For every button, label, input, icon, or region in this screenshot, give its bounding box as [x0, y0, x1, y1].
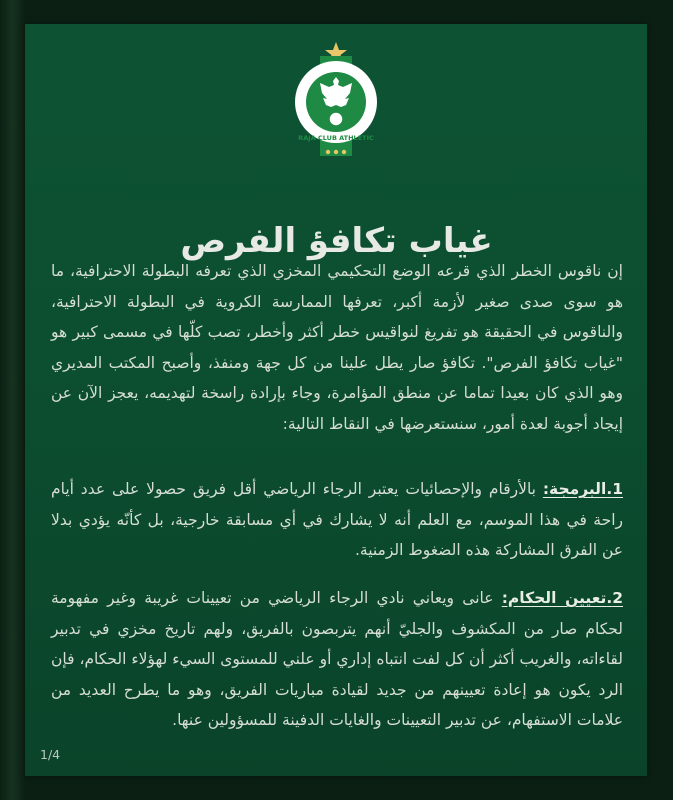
intro-paragraph: إن ناقوس الخطر الذي قرعه الوضع التحكيمي المخزي الذي تعرفه البطولة الاحترافية، ما هو سوى صدى صغير لأزمة أكبر، تعرفها الممارسة الكروية في البطولة الاحترافية، والناقوس في الحقيقة هو تفريغ لنواقيس خطر أكثر وأخطر، تصب كلّها في مسمى كبير هو "غياب تكافؤ الفرص". تكافؤ صار يطل علينا من كل جهة ومنفذ، وأصبح المكتب المديري وهو الذي كان بعيدا تماما عن منطق المؤامرة، وجاء بإرادة راسخة لتهديمه، يعجز الآن عن إيجاد أجوبة لعدة أمور، سنستعرضها في النقاط التالية: [51, 262, 623, 433]
point-heading-text: تعيين الحكام: [501, 589, 607, 607]
point-body: بالأرقام والإحصائيات يعتبر الرجاء الرياضي أقل فريق حصولا على عدد أيام راحة في هذا الموسم، مع العلم أنه لا يشارك في أي مسابقة خارجية، بل كأنّه يؤدي بدلا عن الفرق المشاركة هذه الضغوط الزمنية. [51, 480, 623, 559]
page-title: غياب تكافؤ الفرص [180, 220, 493, 261]
point-heading-text: البرمجة: [542, 480, 607, 498]
point-heading [502, 589, 623, 607]
point-scheduling [51, 474, 623, 566]
raja-club-logo [293, 42, 379, 160]
logo-latin-text: RAJA CLUB ATHLETIC [298, 134, 374, 142]
point-number: 2. [606, 589, 624, 607]
point-referees [51, 583, 623, 736]
logo-stars [326, 150, 346, 154]
point-heading [543, 480, 623, 498]
football-icon [329, 112, 343, 126]
page-indicator: 1/4 [40, 747, 61, 762]
point-body: عانى ويعاني نادي الرجاء الرياضي من تعيينات غريبة وغير مفهومة لحكام صار من المكشوف والجليّ أنهم يتربصون بالفريق، ولهم تاريخ مخزي في تدبير لقاءاته، والغريب أكثر أن كل لفت انتباه إداري أو علني للمستوى السيء لهؤلاء الحكام، فإن الرد يكون هو إعادة تعيينهم من جديد لقيادة مباريات الفريق، وهو ما يطرح العديد من علامات الاستفهام، عن تدبير التعيينات والغايات الدفينة للمسؤولين عنها. [51, 589, 623, 729]
point-number: 1. [606, 480, 623, 498]
